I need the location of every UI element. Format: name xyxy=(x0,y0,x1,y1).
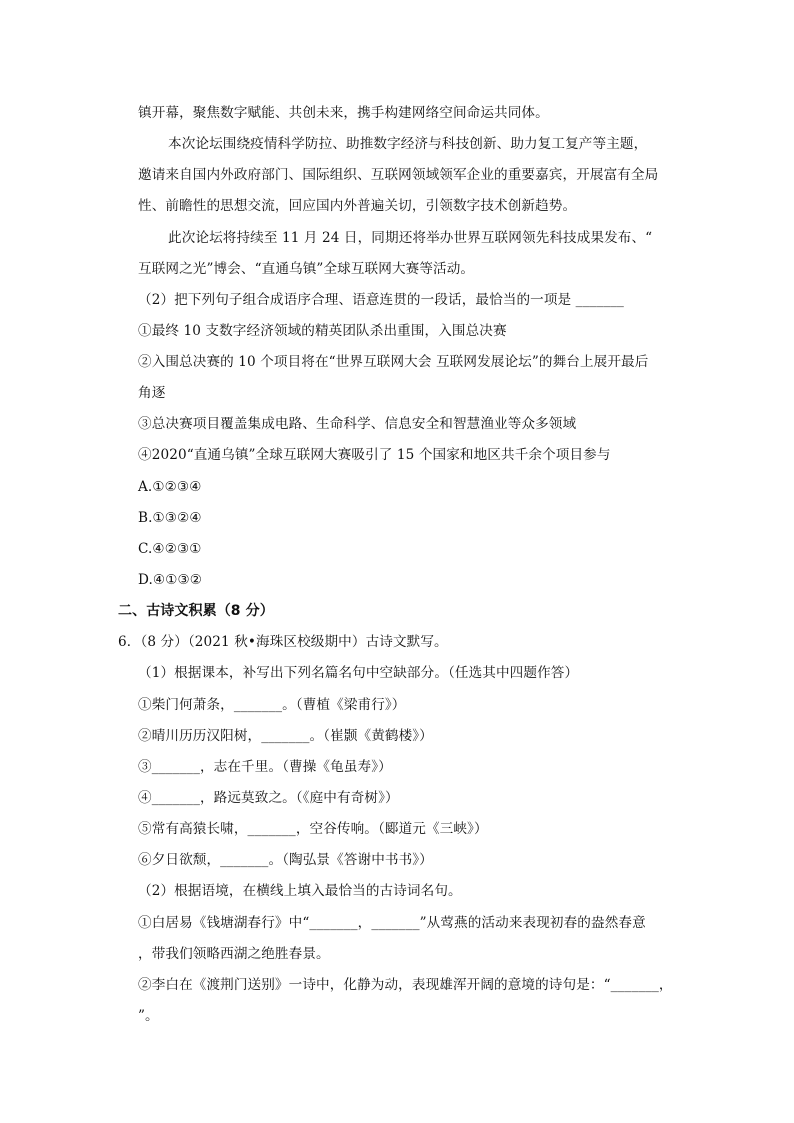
poem-item: ②晴川历历汉阳树，_______。（崔颢《黄鹤楼》） xyxy=(138,728,433,744)
question-title: 6．（8 分）（2021 秋•海珠区校级期中）古诗文默写。 xyxy=(118,634,448,650)
poem-item: ④_______，路远莫致之。（《庭中有奇树》） xyxy=(138,790,399,806)
sub-question: （2）根据语境，在横线上填入最恰当的古诗词名句。 xyxy=(138,883,462,899)
sentence-item: ③总决赛项目覆盖集成电路、生命科学、信息安全和智慧渔业等众多领域 xyxy=(138,416,577,432)
sentence-item: ②入围总决赛的 10 个项目将在“世界互联网大会 互联网发展论坛”的舞台上展开最后 xyxy=(138,354,649,370)
sentence-item: ④2020“直通乌镇”全球互联网大赛吸引了 15 个国家和地区共千余个项目参与 xyxy=(138,447,611,463)
option-b: B.①③②④ xyxy=(138,510,202,526)
poem-item: ③_______，志在千里。（曹操《龟虽寿》） xyxy=(138,759,392,775)
option-a: A.①②③④ xyxy=(138,479,202,495)
poem-item: ⑥夕日欲颓，_______。（陶弘景《答谢中书书》） xyxy=(138,852,433,868)
text-line: 互联网之光”博会、“直通乌镇”全球互联网大赛等活动。 xyxy=(138,261,475,277)
poem-item: ⑤常有高猿长啸，_______，空谷传响。（郾道元《三峡》） xyxy=(138,821,488,837)
context-item: ，带我们领略西湖之绝胜春景。 xyxy=(138,946,330,962)
question-stem: （2）把下列句子组合成语序合理、语意连贯的一段话，最恰当的一项是 _______ xyxy=(138,292,624,308)
context-item: ”。 xyxy=(138,1008,159,1024)
section-heading: 二、古诗文积累（8 分） xyxy=(118,603,274,619)
context-item: ②李白在《渡荆门送别》一诗中，化静为动，表现雄浑开阔的意境的诗句是：“_______， xyxy=(138,977,673,993)
text-line: 性、前瞻性的思想交流，回应国内外普遍关切，引领数字技术创新趋势。 xyxy=(138,198,577,214)
text-line: 镇开幕，聚焦数字赋能、共创未来，携手构建网络空间命运共同体。 xyxy=(138,105,549,121)
sentence-item: ①最终 10 支数字经济领域的精英团队杀出重围，入围总决赛 xyxy=(138,323,507,339)
context-item: ①白居易《钱塘湖春行》中“_______，_______”从莺燕的活动来表现初春的盎然春意 xyxy=(138,915,646,931)
option-d: D.④①③② xyxy=(138,572,203,588)
poem-item: ①柴门何萧条，_______。（曹植《梁甫行》） xyxy=(138,697,406,713)
text-line: 此次论坛将持续至 11 月 24 日，同期还将举办世界互联网领先科技成果发布、“ xyxy=(168,230,653,246)
text-line: 邀请来自国内外政府部门、国际组织、互联网领域领军企业的重要嘉宾，开展富有全局 xyxy=(138,167,659,183)
sub-question: （1）根据课本，补写出下列名篇名句中空缺部分。（任选其中四题作答） xyxy=(138,665,579,681)
option-c: C.④②③① xyxy=(138,541,202,557)
text-line: 本次论坛围绕疫情科学防拉、助推数字经济与科技创新、助力复工复产等主题， xyxy=(168,136,648,152)
sentence-item: 角逐 xyxy=(138,385,166,401)
